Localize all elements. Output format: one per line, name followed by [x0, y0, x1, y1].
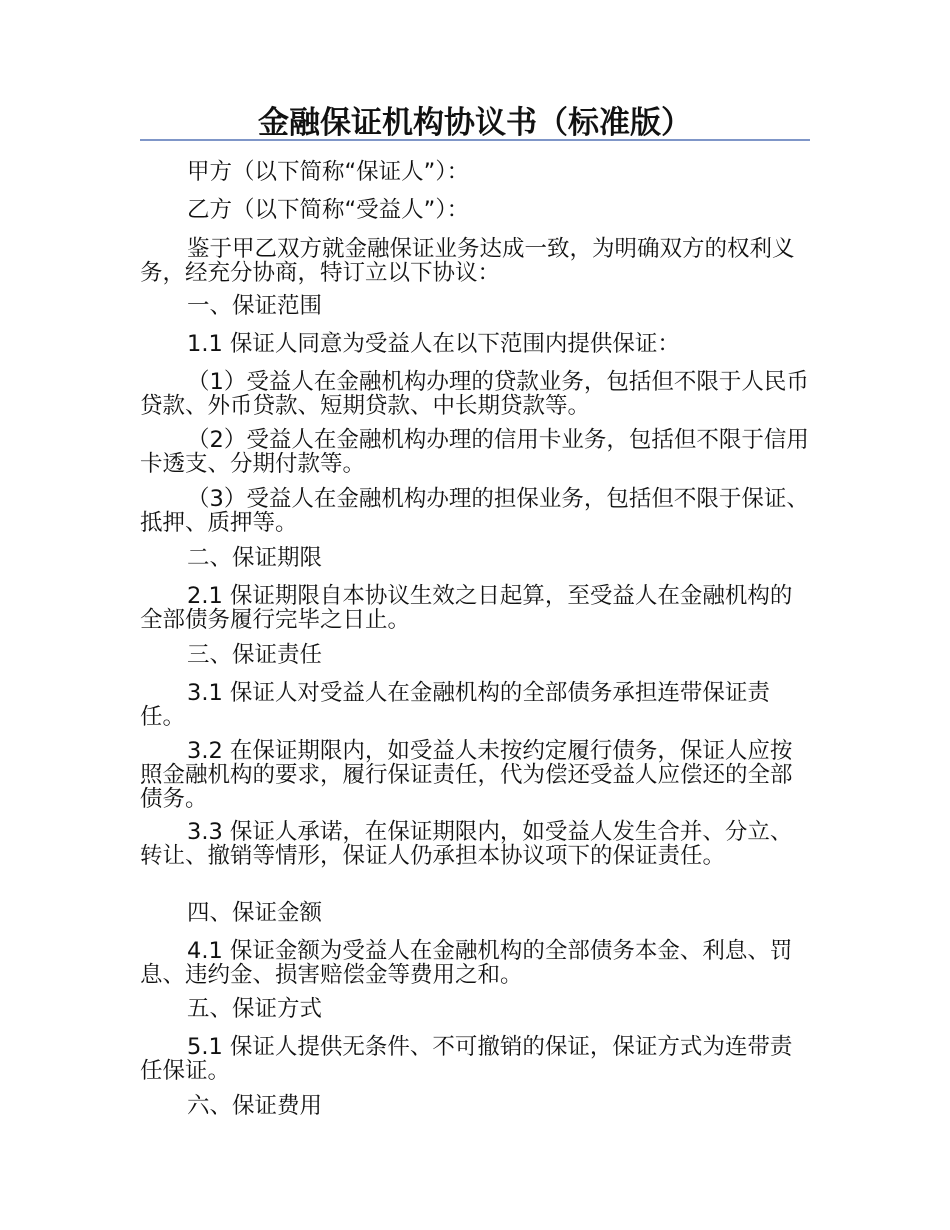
section-heading-fees: 六、保证费用 [187, 1093, 323, 1119]
section-heading-amount: 四、保证金额 [187, 900, 323, 926]
clause-3-2: 3.2 在保证期限内，如受益人未按约定履行债务，保证人应按照金融机构的要求，履行保证责任，代为偿还受益人应偿还的全部债务。 [140, 738, 793, 812]
clause-4-1: 4.1 保证金额为受益人在金融机构的全部债务本金、利息、罚息、违约金、损害赔偿金等费用之和。 [140, 938, 793, 988]
section-heading-liability: 三、保证责任 [187, 642, 323, 668]
party-a-line: 甲方（以下简称“保证人”）： [187, 159, 470, 185]
clause-5-1: 5.1 保证人提供无条件、不可撤销的保证，保证方式为连带责任保证。 [140, 1034, 793, 1084]
document-title: 金融保证机构协议书（标准版） [258, 105, 692, 141]
clause-1-1-item-2: （2）受益人在金融机构办理的信用卡业务，包括但不限于信用卡透支、分期付款等。 [140, 427, 809, 477]
clause-3-1: 3.1 保证人对受益人在金融机构的全部债务承担连带保证责任。 [140, 680, 770, 730]
clause-1-1-item-1: （1）受益人在金融机构办理的贷款业务，包括但不限于人民币贷款、外币贷款、短期贷款、中长期贷款等。 [140, 369, 809, 419]
title-underline [140, 139, 810, 141]
clause-2-1: 2.1 保证期限自本协议生效之日起算，至受益人在金融机构的全部债务履行完毕之日止。 [140, 583, 793, 633]
clause-1-1-item-3: （3）受益人在金融机构办理的担保业务，包括但不限于保证、抵押、质押等。 [140, 486, 809, 536]
party-b-line: 乙方（以下简称“受益人”）： [187, 197, 470, 223]
section-heading-method: 五、保证方式 [187, 996, 323, 1022]
section-heading-term: 二、保证期限 [187, 545, 323, 571]
preamble-paragraph: 鉴于甲乙双方就金融保证业务达成一致，为明确双方的权利义务，经充分协商，特订立以下协议： [140, 236, 795, 286]
clause-1-1: 1.1 保证人同意为受益人在以下范围内提供保证： [187, 331, 680, 357]
clause-3-3: 3.3 保证人承诺，在保证期限内，如受益人发生合并、分立、转让、撤销等情形，保证人仍承担本协议项下的保证责任。 [140, 819, 793, 869]
section-heading-scope: 一、保证范围 [187, 293, 323, 319]
